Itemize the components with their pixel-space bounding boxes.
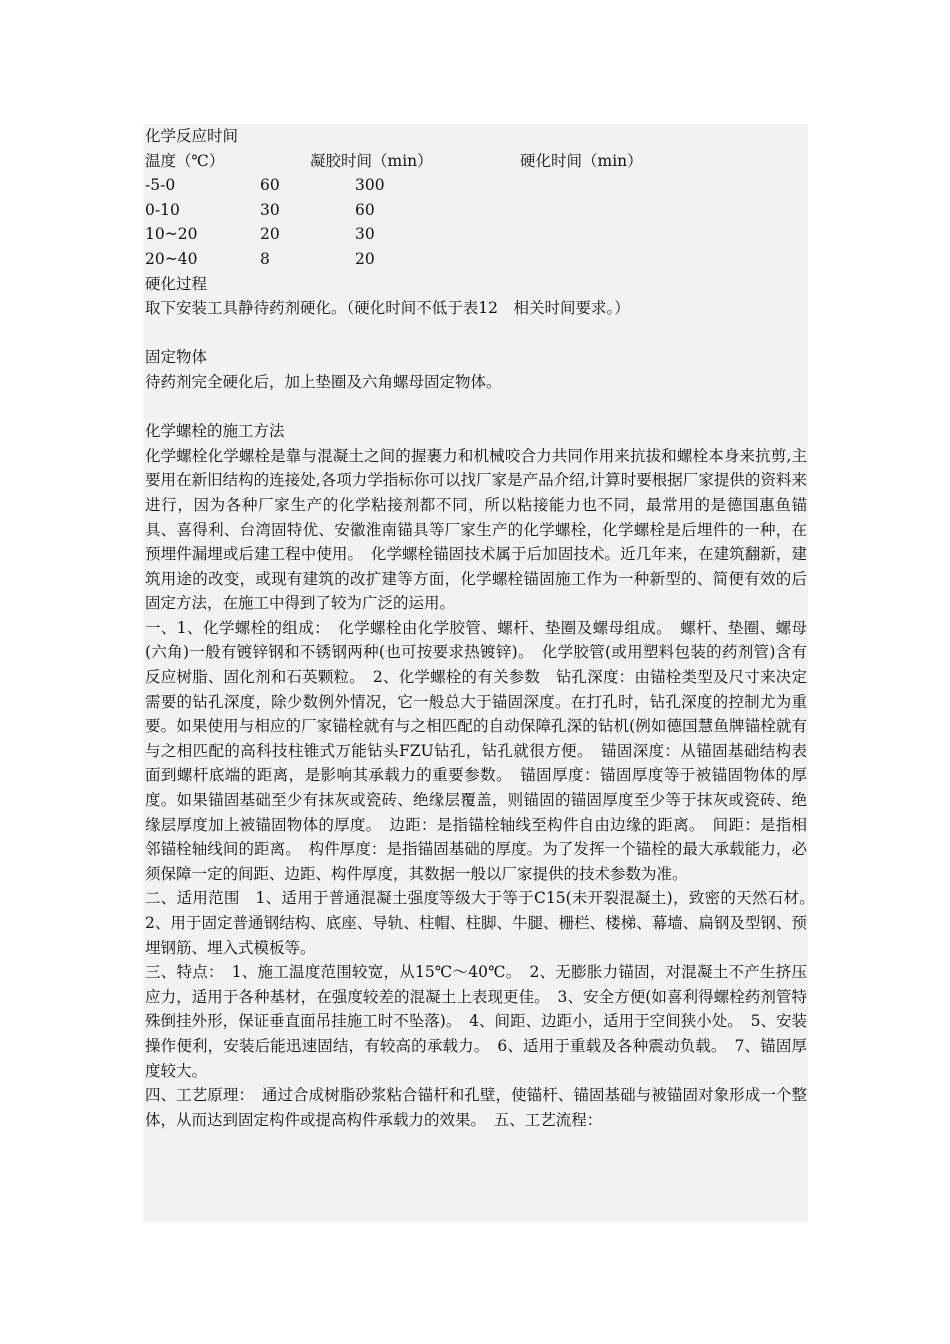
row-gel-time: 30 bbox=[260, 200, 280, 219]
spacer bbox=[145, 395, 807, 420]
method-intro-paragraph: 化学螺栓化学螺栓是靠与混凝土之间的握裹力和机械咬合力共同作用来抗拔和螺栓本身来抗剪,主要用在新旧结构的连接处,各项力学指标你可以找厂家是产品介绍,计算时要根据厂家提供的资料来进行，因为各种厂家生产的化学粘接剂都不同，所以粘接能力也不同，最常用的是德国惠鱼锚具、喜得利、台湾固特优、安徽淮南锚具等厂家生产的化学螺栓，化学螺栓是后埋件的一种，在预埋件漏埋或后建工程中使用。 化学螺栓锚固技术属于后加固技术。近几年来，在建筑翻新，建筑用途的改变，或现有建筑的改扩建等方面，化学螺栓锚固施工作为一种新型的、简便有效的后固定方法，在施工中得到了较为广泛的运用。 bbox=[145, 446, 807, 613]
row-cure-time: 300 bbox=[355, 176, 385, 195]
row-temperature: -5-0 bbox=[145, 176, 176, 195]
section-features-paragraph: 三、特点： 1、施工温度范围较宽，从15℃～40℃。 2、无膨胀力锚固，对混凝土不产生挤压应力，适用于各种基材，在强度较差的混凝土上表现更佳。 3、安全方便(如喜利得螺栓药剂管特殊倒挂外形，保证垂直面吊挂施工时不坠落)。 4、间距、边距小，适用于空间狭小处。 5、安装操作便利，安装后能迅速固结，有较高的承载力。 6、适用于重载及各种震动负载。 7、锚固厚度较大。 bbox=[145, 963, 807, 1080]
fixing-heading: 固定物体 bbox=[145, 348, 208, 367]
table-row bbox=[145, 173, 807, 198]
row-temperature: 10~20 bbox=[145, 225, 198, 244]
row-cure-time: 60 bbox=[355, 200, 375, 219]
section-composition-paragraph: 一、1、化学螺栓的组成： 化学螺栓由化学胶管、螺杆、垫圈及螺母组成。 螺杆、垫圈、螺母(六角)一般有镀锌钢和不锈钢两种(也可按要求热镀锌)。 化学胶管(或用塑料包装的药剂管)含有反应树脂、固化剂和石英颗粒。 2、化学螺栓的有关参数 钻孔深度：由锚栓类型及尺寸来决定需要的钻孔深度，除少数例外情况，它一般总大于锚固深度。在打孔时，钻孔深度的控制尤为重要。如果使用与相应的厂家锚栓就有与之相匹配的自动保障孔深的钻机(例如德国慧鱼牌锚栓就有与之相匹配的高科技柱锥式万能钻头FZU钻孔，钻孔就很方便。 锚固深度：从锚固基础结构表面到螺杆底端的距离，是影响其承载力的重要参数。 锚固厚度：锚固厚度等于被锚固物体的厚度。如果锚固基础至少有抹灰或瓷砖、绝缘层覆盖，则锚固的锚固厚度至少等于抹灰或瓷砖、绝缘层厚度加上被锚固物体的厚度。 边距：是指锚栓轴线至构件自由边缘的距离。 间距：是指相邻锚栓轴线间的距离。 构件厚度：是指锚固基础的厚度。为了发挥一个锚栓的最大承载能力，必须保障一定的间距、边距、构件厚度，其数据一般以厂家提供的技术参数为准。 bbox=[145, 618, 807, 883]
section-scope-paragraph: 二、适用范围 1、适用于普通混凝土强度等级大于等于C15(未开裂混凝土)，致密的天然石材。 2、用于固定普通钢结构、底座、导轨、柱帽、柱脚、牛腿、栅栏、楼梯、幕墙、扁钢及型钢、预埋钢筋、埋入式模板等。 bbox=[145, 889, 823, 957]
table-row bbox=[145, 247, 807, 272]
curing-text: 取下安装工具静待药剂硬化。（硬化时间不低于表12 相关时间要求。） bbox=[145, 299, 630, 318]
reaction-time-table-header bbox=[145, 149, 807, 174]
header-temperature: 温度（℃） bbox=[145, 151, 225, 170]
fixing-text: 待药剂完全硬化后，加上垫圈及六角螺母固定物体。 bbox=[145, 372, 502, 391]
row-cure-time: 20 bbox=[355, 249, 375, 268]
method-heading: 化学螺栓的施工方法 bbox=[145, 422, 285, 441]
table-row bbox=[145, 198, 807, 223]
row-gel-time: 20 bbox=[260, 225, 280, 244]
header-gel-time: 凝胶时间（min） bbox=[310, 151, 433, 170]
document-body bbox=[145, 124, 823, 1132]
reaction-time-heading: 化学反应时间 bbox=[145, 127, 239, 145]
table-row bbox=[145, 222, 807, 247]
row-temperature: 20~40 bbox=[145, 249, 198, 268]
row-gel-time: 8 bbox=[260, 249, 270, 268]
header-cure-time: 硬化时间（min） bbox=[520, 151, 643, 170]
row-temperature: 0-10 bbox=[145, 200, 180, 219]
curing-heading: 硬化过程 bbox=[145, 274, 208, 293]
row-cure-time: 30 bbox=[355, 225, 375, 244]
spacer bbox=[145, 321, 807, 346]
row-gel-time: 60 bbox=[260, 176, 280, 195]
section-principle-paragraph: 四、工艺原理： 通过合成树脂砂浆粘合锚杆和孔壁，使锚杆、锚固基础与被锚固对象形成一个整体，从而达到固定构件或提高构件承载力的效果。 五、工艺流程： bbox=[145, 1086, 807, 1129]
